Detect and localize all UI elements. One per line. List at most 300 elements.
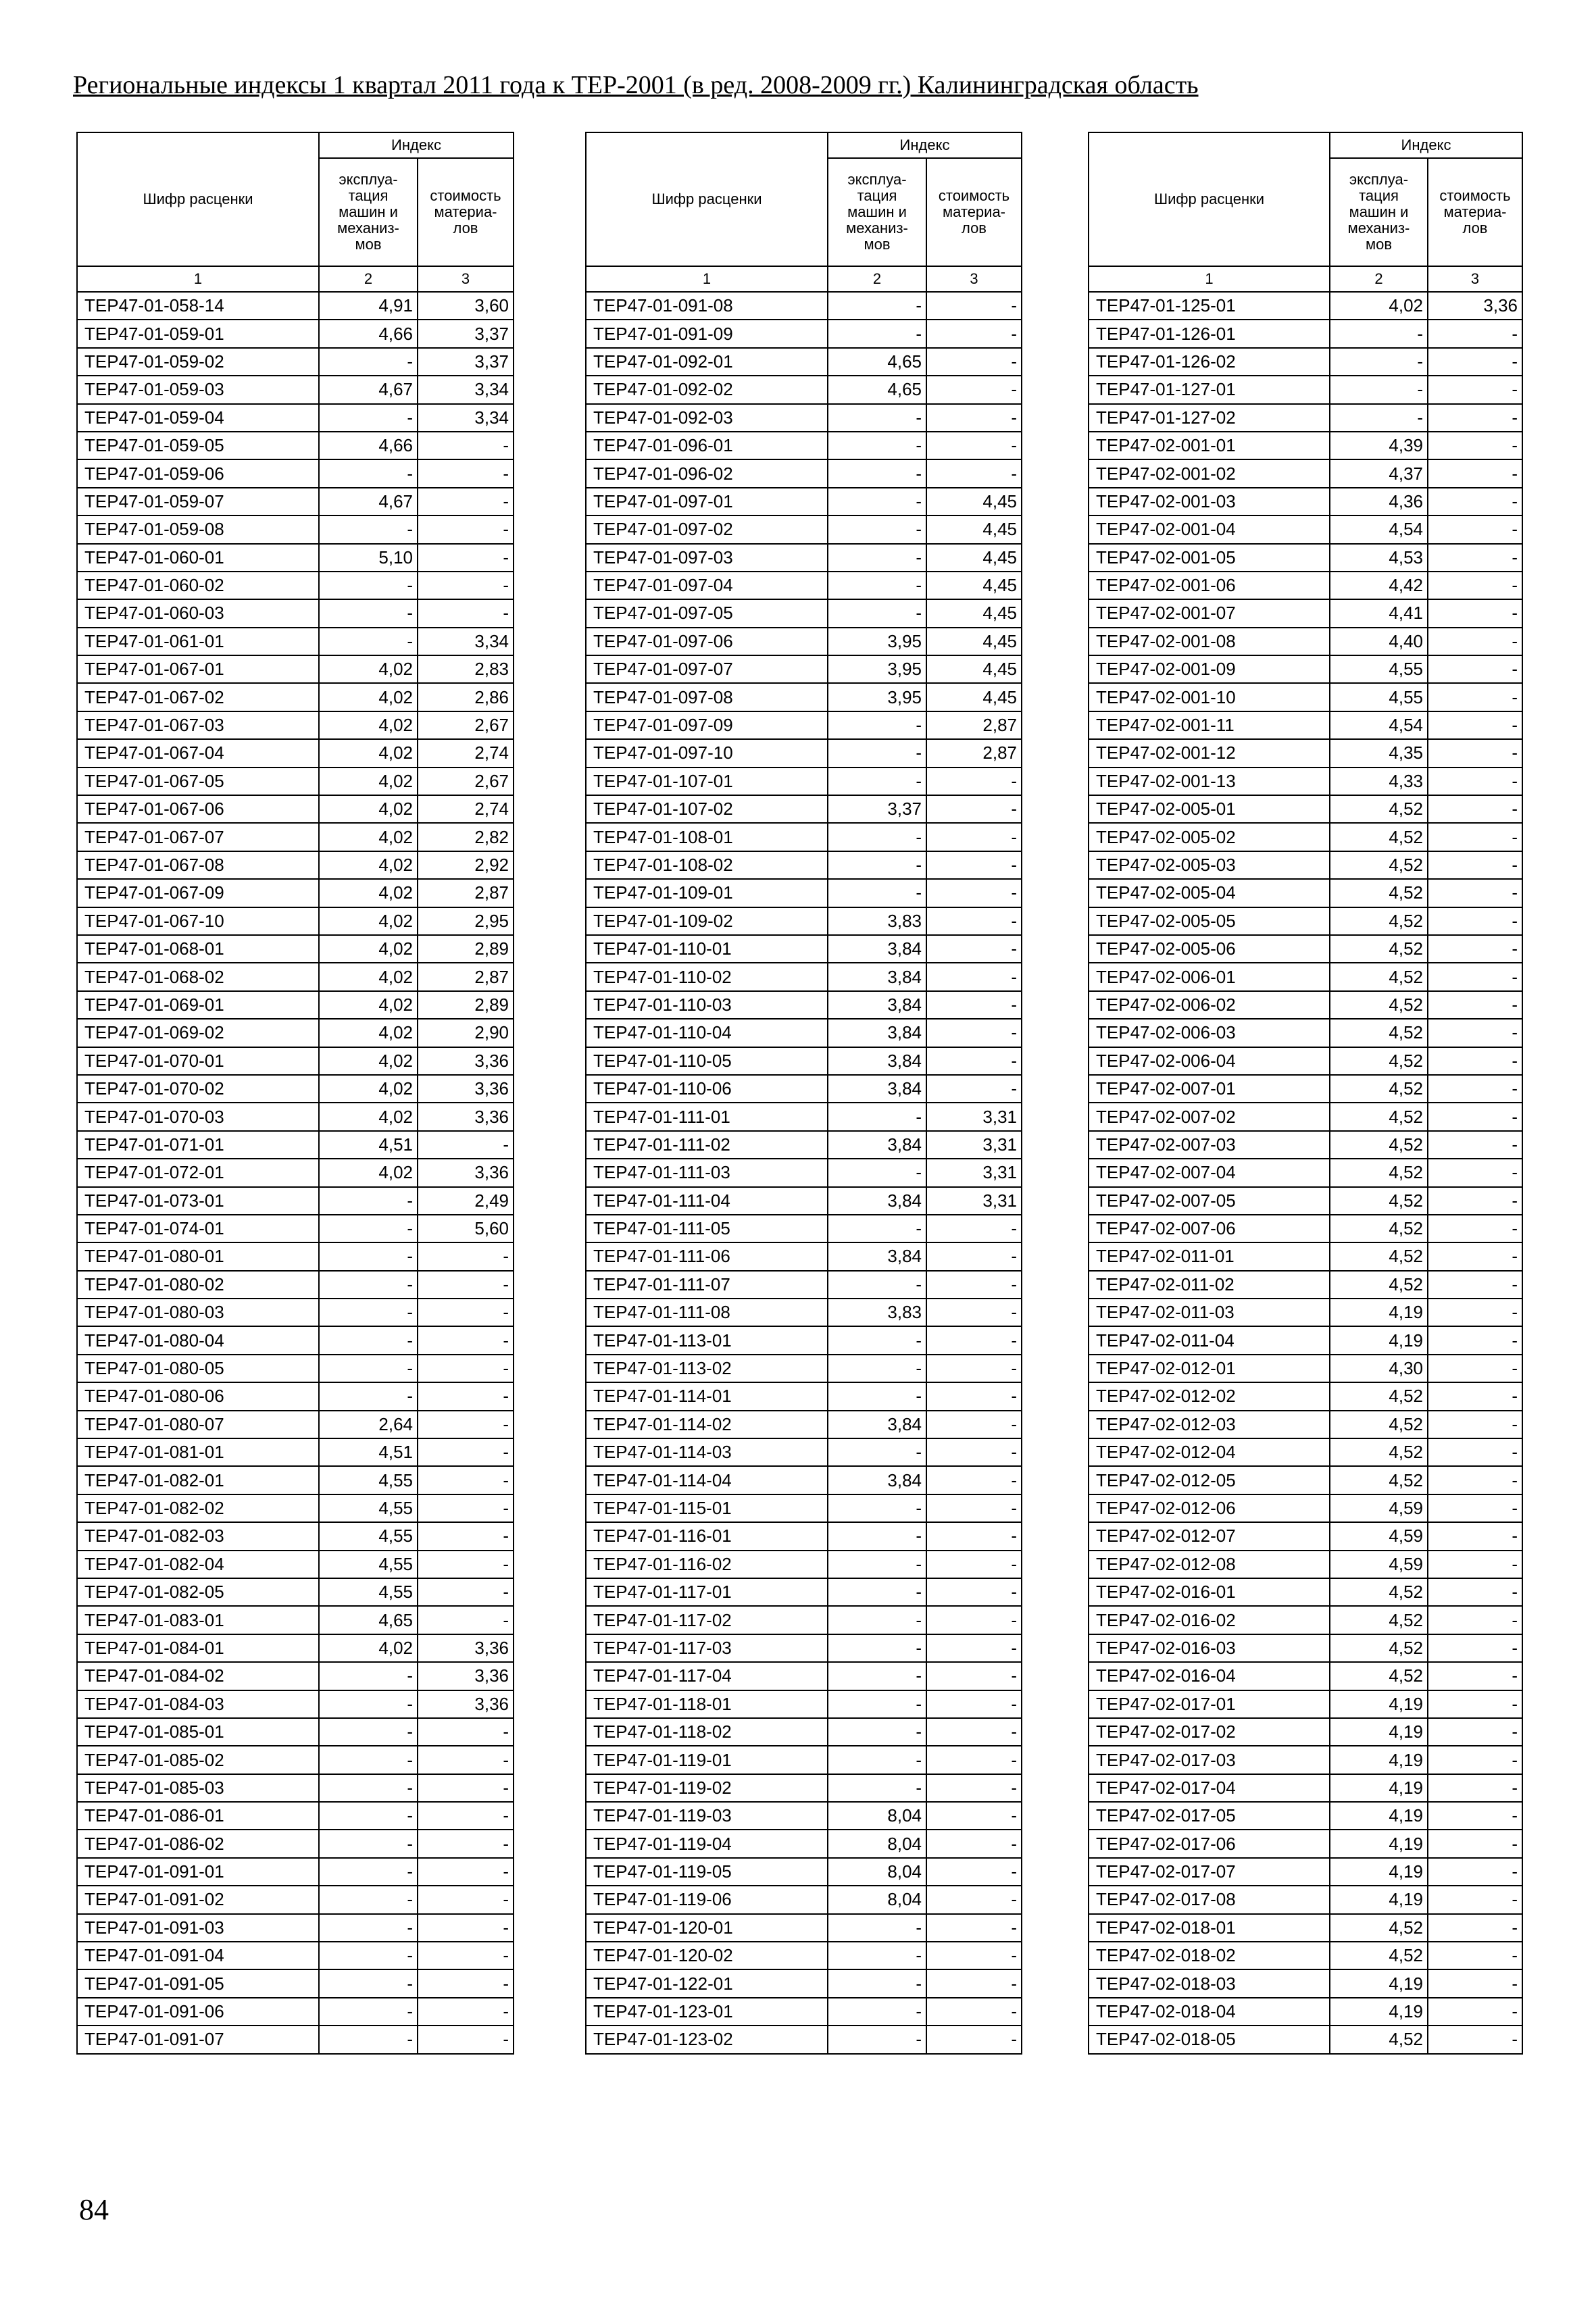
rate-code-cell: ТЕР47-02-001-06: [1089, 572, 1330, 599]
rate-code-cell: ТЕР47-02-018-05: [1089, 2026, 1330, 2053]
rate-code-cell: ТЕР47-01-119-01: [586, 1746, 828, 1774]
materials-index-cell: -: [926, 1047, 1022, 1075]
materials-index-cell: -: [1428, 1718, 1522, 1746]
table-row: [1089, 739, 1522, 767]
machines-index-cell: 4,19: [1330, 1299, 1428, 1326]
machines-index-cell: 4,19: [1330, 1886, 1428, 1913]
rate-code-cell: ТЕР47-02-006-04: [1089, 1047, 1330, 1075]
materials-index-cell: -: [926, 1690, 1022, 1718]
materials-index-cell: -: [1428, 1858, 1522, 1886]
table-row: [1089, 1914, 1522, 1942]
table-row: [77, 1299, 514, 1326]
table-row: [1089, 1969, 1522, 1997]
machines-index-cell: 4,52: [1330, 1159, 1428, 1186]
rate-code-cell: ТЕР47-01-091-06: [77, 1998, 319, 2026]
materials-index-cell: 4,45: [926, 683, 1022, 711]
materials-index-cell: -: [1428, 739, 1522, 767]
table-row: [586, 2026, 1022, 2053]
table-row: [77, 935, 514, 963]
machines-index-cell: 4,52: [1330, 879, 1428, 907]
table-row: [586, 320, 1022, 347]
rate-code-cell: ТЕР47-01-117-04: [586, 1662, 828, 1690]
machines-index-cell: 4,02: [319, 1634, 418, 1662]
materials-index-cell: 4,45: [926, 655, 1022, 683]
materials-index-cell: -: [1428, 1494, 1522, 1522]
rate-code-cell: ТЕР47-02-001-13: [1089, 768, 1330, 795]
materials-index-cell: -: [926, 1606, 1022, 1634]
table-row: [586, 1634, 1022, 1662]
materials-index-cell: -: [926, 1774, 1022, 1802]
rate-code-cell: ТЕР47-01-067-09: [77, 879, 319, 907]
materials-index-cell: -: [926, 1634, 1022, 1662]
table-row: [586, 1551, 1022, 1578]
table-row: [1089, 599, 1522, 627]
materials-index-cell: -: [1428, 1187, 1522, 1215]
rate-code-cell: ТЕР47-02-005-01: [1089, 795, 1330, 823]
materials-index-cell: -: [926, 1382, 1022, 1410]
materials-index-cell: -: [1428, 1942, 1522, 1969]
rate-code-cell: ТЕР47-02-005-05: [1089, 907, 1330, 935]
machines-index-cell: 4,19: [1330, 1690, 1428, 1718]
materials-index-cell: -: [418, 572, 514, 599]
materials-index-cell: -: [926, 1662, 1022, 1690]
table-row: [586, 683, 1022, 711]
machines-index-cell: 4,52: [1330, 907, 1428, 935]
table-row: [77, 1746, 514, 1774]
table-row: [1089, 683, 1522, 711]
materials-index-cell: -: [1428, 1606, 1522, 1634]
rate-code-cell: ТЕР47-02-001-03: [1089, 488, 1330, 515]
rate-code-cell: ТЕР47-01-085-01: [77, 1718, 319, 1746]
table-row: [77, 1802, 514, 1830]
machines-index-cell: -: [828, 320, 926, 347]
table-row: [77, 1215, 514, 1242]
rate-code-cell: ТЕР47-02-001-10: [1089, 683, 1330, 711]
materials-index-cell: 3,36: [418, 1662, 514, 1690]
materials-index-cell: 4,45: [926, 628, 1022, 655]
rate-code-cell: ТЕР47-01-111-02: [586, 1131, 828, 1159]
materials-index-cell: 4,45: [926, 599, 1022, 627]
machines-index-cell: 8,04: [828, 1886, 926, 1913]
materials-index-cell: -: [418, 1830, 514, 1857]
materials-index-cell: 2,49: [418, 1187, 514, 1215]
machines-index-cell: 4,65: [828, 376, 926, 403]
table-row: [586, 711, 1022, 739]
materials-index-cell: -: [1428, 1326, 1522, 1354]
table-row: [1089, 1662, 1522, 1690]
table-row: [1089, 1718, 1522, 1746]
machines-index-cell: -: [828, 1606, 926, 1634]
materials-index-cell: -: [1428, 1131, 1522, 1159]
table-row: [586, 1159, 1022, 1186]
table-row: [1089, 1159, 1522, 1186]
rate-code-cell: ТЕР47-01-080-07: [77, 1411, 319, 1438]
rate-code-cell: ТЕР47-01-110-03: [586, 991, 828, 1019]
rate-code-cell: ТЕР47-01-080-06: [77, 1382, 319, 1410]
table-row: [586, 1942, 1022, 1969]
table-row: [586, 1103, 1022, 1130]
table-row: [1089, 544, 1522, 572]
materials-index-cell: -: [1428, 1690, 1522, 1718]
table-row: [1089, 1382, 1522, 1410]
rate-code-cell: ТЕР47-01-068-01: [77, 935, 319, 963]
rate-code-cell: ТЕР47-01-070-02: [77, 1075, 319, 1103]
materials-index-cell: -: [418, 1522, 514, 1550]
materials-index-cell: 3,60: [418, 292, 514, 320]
materials-index-cell: -: [1428, 711, 1522, 739]
machines-column-header: эксплуа- тация машин и механиз- мов: [319, 158, 418, 266]
machines-index-cell: -: [1330, 348, 1428, 376]
rate-code-cell: ТЕР47-02-018-02: [1089, 1942, 1330, 1969]
materials-index-cell: -: [1428, 628, 1522, 655]
table-row: [77, 432, 514, 459]
materials-index-cell: -: [1428, 1662, 1522, 1690]
materials-index-cell: -: [418, 1886, 514, 1913]
machines-index-cell: 3,84: [828, 1411, 926, 1438]
table-row: [1089, 376, 1522, 403]
rate-code-cell: ТЕР47-02-001-07: [1089, 599, 1330, 627]
index-table-3: [1088, 132, 1523, 2055]
rate-code-cell: ТЕР47-02-017-06: [1089, 1830, 1330, 1857]
machines-index-cell: 4,39: [1330, 432, 1428, 459]
rate-code-cell: ТЕР47-02-001-12: [1089, 739, 1330, 767]
materials-index-cell: -: [926, 1019, 1022, 1047]
table-row: [586, 1886, 1022, 1913]
table-row: [586, 1718, 1022, 1746]
materials-index-cell: -: [1428, 1047, 1522, 1075]
machines-index-cell: 3,84: [828, 1047, 926, 1075]
materials-index-cell: -: [418, 515, 514, 543]
machines-index-cell: 4,65: [319, 1606, 418, 1634]
materials-index-cell: -: [1428, 1914, 1522, 1942]
materials-index-cell: -: [926, 1242, 1022, 1270]
machines-index-cell: 4,19: [1330, 1774, 1428, 1802]
table-row: [1089, 515, 1522, 543]
machines-index-cell: -: [828, 544, 926, 572]
rate-code-cell: ТЕР47-01-119-06: [586, 1886, 828, 1913]
materials-index-cell: -: [926, 1494, 1022, 1522]
rate-code-cell: ТЕР47-02-018-04: [1089, 1998, 1330, 2026]
materials-index-cell: -: [1428, 1774, 1522, 1802]
machines-index-cell: 3,95: [828, 683, 926, 711]
machines-index-cell: 4,02: [319, 1159, 418, 1186]
machines-index-cell: 4,02: [319, 879, 418, 907]
materials-index-cell: 2,86: [418, 683, 514, 711]
table-row: [586, 1914, 1022, 1942]
materials-index-cell: -: [1428, 1215, 1522, 1242]
rate-code-cell: ТЕР47-02-017-07: [1089, 1858, 1330, 1886]
materials-index-cell: 2,89: [418, 991, 514, 1019]
table-row: [77, 1914, 514, 1942]
machines-index-cell: -: [1330, 320, 1428, 347]
rate-code-cell: ТЕР47-01-113-02: [586, 1355, 828, 1382]
table-row: [77, 963, 514, 990]
materials-index-cell: -: [926, 1746, 1022, 1774]
materials-index-cell: 5,60: [418, 1215, 514, 1242]
machines-index-cell: -: [828, 1382, 926, 1410]
rate-code-cell: ТЕР47-01-123-01: [586, 1998, 828, 2026]
machines-index-cell: 4,40: [1330, 628, 1428, 655]
table-row: [1089, 1215, 1522, 1242]
machines-index-cell: -: [319, 1802, 418, 1830]
materials-index-cell: -: [926, 1075, 1022, 1103]
table-row: [77, 572, 514, 599]
rate-code-cell: ТЕР47-01-110-04: [586, 1019, 828, 1047]
rate-code-cell: ТЕР47-02-007-06: [1089, 1215, 1330, 1242]
machines-index-cell: -: [828, 1355, 926, 1382]
rate-code-cell: ТЕР47-01-069-01: [77, 991, 319, 1019]
rate-code-cell: ТЕР47-01-111-08: [586, 1299, 828, 1326]
rate-code-cell: ТЕР47-01-097-07: [586, 655, 828, 683]
materials-index-cell: -: [418, 1466, 514, 1494]
machines-index-cell: -: [828, 292, 926, 320]
machines-index-cell: 4,52: [1330, 935, 1428, 963]
materials-index-cell: 3,36: [418, 1103, 514, 1130]
table-row: [77, 1522, 514, 1550]
materials-index-cell: -: [926, 1858, 1022, 1886]
index-group-header: Индекс: [1330, 132, 1522, 158]
materials-index-cell: -: [418, 1551, 514, 1578]
machines-index-cell: -: [828, 572, 926, 599]
materials-index-cell: -: [1428, 1382, 1522, 1410]
rate-code-cell: ТЕР47-02-017-04: [1089, 1774, 1330, 1802]
rate-code-cell: ТЕР47-01-086-02: [77, 1830, 319, 1857]
rate-code-cell: ТЕР47-02-017-02: [1089, 1718, 1330, 1746]
rate-code-cell: ТЕР47-02-016-01: [1089, 1578, 1330, 1606]
table-row: [586, 572, 1022, 599]
machines-index-cell: 4,55: [319, 1494, 418, 1522]
materials-index-cell: 3,36: [418, 1690, 514, 1718]
machines-index-cell: 4,52: [1330, 1634, 1428, 1662]
machines-index-cell: 4,19: [1330, 1858, 1428, 1886]
table-row: [586, 1802, 1022, 1830]
rate-code-cell: ТЕР47-02-017-08: [1089, 1886, 1330, 1913]
table-row: [586, 1299, 1022, 1326]
table-row: [586, 1382, 1022, 1410]
column-number-1: 1: [586, 266, 828, 292]
table-row: [586, 991, 1022, 1019]
materials-index-cell: -: [1428, 376, 1522, 403]
rate-code-cell: ТЕР47-01-097-05: [586, 599, 828, 627]
materials-index-cell: -: [418, 1998, 514, 2026]
table-row: [1089, 404, 1522, 432]
materials-index-cell: -: [1428, 348, 1522, 376]
machines-column-header: эксплуа- тация машин и механиз- мов: [1330, 158, 1428, 266]
table-row: [77, 1242, 514, 1270]
machines-index-cell: -: [828, 1969, 926, 1997]
table-row: [586, 515, 1022, 543]
materials-index-cell: -: [926, 2026, 1022, 2053]
materials-index-cell: -: [926, 1411, 1022, 1438]
rate-code-cell: ТЕР47-01-118-02: [586, 1718, 828, 1746]
materials-index-cell: -: [1428, 879, 1522, 907]
table-row: [77, 1718, 514, 1746]
materials-index-cell: -: [418, 1326, 514, 1354]
rate-code-cell: ТЕР47-01-125-01: [1089, 292, 1330, 320]
rate-code-cell: ТЕР47-02-012-02: [1089, 1382, 1330, 1410]
materials-index-cell: -: [926, 963, 1022, 990]
rate-code-cell: ТЕР47-01-096-02: [586, 459, 828, 487]
rate-code-cell: ТЕР47-02-007-04: [1089, 1159, 1330, 1186]
materials-index-cell: -: [926, 823, 1022, 851]
rate-code-cell: ТЕР47-01-067-06: [77, 795, 319, 823]
rate-code-cell: ТЕР47-01-111-01: [586, 1103, 828, 1130]
machines-index-cell: -: [319, 1914, 418, 1942]
rate-code-cell: ТЕР47-01-067-03: [77, 711, 319, 739]
rate-code-cell: ТЕР47-01-120-02: [586, 1942, 828, 1969]
table-row: [586, 1858, 1022, 1886]
materials-index-cell: -: [418, 1411, 514, 1438]
table-row: [77, 1634, 514, 1662]
materials-index-cell: 2,90: [418, 1019, 514, 1047]
table-row: [586, 1774, 1022, 1802]
rate-code-cell: ТЕР47-02-016-03: [1089, 1634, 1330, 1662]
machines-index-cell: 4,02: [319, 991, 418, 1019]
machines-index-cell: -: [828, 1271, 926, 1299]
rate-code-cell: ТЕР47-01-059-01: [77, 320, 319, 347]
table-row: [77, 1047, 514, 1075]
machines-index-cell: -: [319, 1215, 418, 1242]
rate-code-cell: ТЕР47-01-082-04: [77, 1551, 319, 1578]
materials-index-cell: -: [1428, 907, 1522, 935]
machines-index-cell: 4,02: [319, 655, 418, 683]
materials-index-cell: -: [418, 459, 514, 487]
rate-code-cell: ТЕР47-01-097-06: [586, 628, 828, 655]
table-row: [1089, 1019, 1522, 1047]
table-row: [1089, 1606, 1522, 1634]
materials-index-cell: -: [926, 991, 1022, 1019]
table-row: [77, 544, 514, 572]
materials-index-cell: -: [926, 1942, 1022, 1969]
table-row: [77, 683, 514, 711]
machines-index-cell: 4,02: [319, 963, 418, 990]
machines-index-cell: 4,52: [1330, 1382, 1428, 1410]
table-row: [1089, 963, 1522, 990]
machines-index-cell: -: [828, 1746, 926, 1774]
rate-code-cell: ТЕР47-02-001-09: [1089, 655, 1330, 683]
machines-index-cell: -: [319, 1355, 418, 1382]
machines-index-cell: -: [828, 459, 926, 487]
table-row: [77, 1774, 514, 1802]
materials-index-cell: -: [926, 1215, 1022, 1242]
table-row: [586, 1522, 1022, 1550]
materials-index-cell: -: [418, 1578, 514, 1606]
machines-index-cell: 4,66: [319, 432, 418, 459]
table-row: [1089, 1634, 1522, 1662]
materials-index-cell: -: [926, 1355, 1022, 1382]
machines-index-cell: 4,67: [319, 488, 418, 515]
machines-index-cell: -: [828, 1494, 926, 1522]
table-row: [77, 768, 514, 795]
materials-index-cell: -: [1428, 1271, 1522, 1299]
table-row: [1089, 1438, 1522, 1466]
rate-code-cell: ТЕР47-01-080-05: [77, 1355, 319, 1382]
machines-index-cell: -: [828, 1578, 926, 1606]
machines-index-cell: -: [319, 1830, 418, 1857]
table-row: [586, 432, 1022, 459]
rate-code-cell: ТЕР47-01-059-05: [77, 432, 319, 459]
table-row: [77, 1662, 514, 1690]
materials-index-cell: 3,36: [418, 1075, 514, 1103]
materials-index-cell: -: [926, 935, 1022, 963]
table-row: [1089, 1131, 1522, 1159]
rate-code-cell: ТЕР47-01-096-01: [586, 432, 828, 459]
rate-code-cell: ТЕР47-02-001-02: [1089, 459, 1330, 487]
materials-index-cell: -: [926, 1914, 1022, 1942]
materials-column-header: стоимость материа- лов: [418, 158, 514, 266]
table-row: [1089, 1355, 1522, 1382]
rate-code-cell: ТЕР47-01-082-03: [77, 1522, 319, 1550]
rate-code-cell: ТЕР47-02-007-03: [1089, 1131, 1330, 1159]
machines-index-cell: 4,52: [1330, 1942, 1428, 1969]
materials-index-cell: 2,83: [418, 655, 514, 683]
rate-code-cell: ТЕР47-01-070-03: [77, 1103, 319, 1130]
materials-index-cell: -: [418, 1858, 514, 1886]
materials-index-cell: -: [1428, 795, 1522, 823]
materials-index-cell: -: [926, 1830, 1022, 1857]
rate-code-cell: ТЕР47-01-083-01: [77, 1606, 319, 1634]
machines-index-cell: 3,83: [828, 907, 926, 935]
materials-index-cell: 4,45: [926, 515, 1022, 543]
machines-index-cell: 4,51: [319, 1438, 418, 1466]
table-row: [77, 1969, 514, 1997]
table-row: [1089, 1411, 1522, 1438]
machines-index-cell: -: [828, 2026, 926, 2053]
rate-code-cell: ТЕР47-02-012-03: [1089, 1411, 1330, 1438]
table-row: [586, 1969, 1022, 1997]
materials-index-cell: -: [926, 376, 1022, 403]
rate-code-cell: ТЕР47-01-108-02: [586, 851, 828, 879]
materials-index-cell: -: [1428, 432, 1522, 459]
table-row: [77, 348, 514, 376]
machines-index-cell: -: [319, 1382, 418, 1410]
machines-index-cell: 3,95: [828, 655, 926, 683]
rate-code-cell: ТЕР47-01-097-08: [586, 683, 828, 711]
machines-index-cell: 4,02: [1330, 292, 1428, 320]
table-row: [77, 488, 514, 515]
table-row: [586, 907, 1022, 935]
table-row: [1089, 1299, 1522, 1326]
machines-index-cell: 3,84: [828, 935, 926, 963]
table-row: [586, 1271, 1022, 1299]
materials-index-cell: -: [1428, 1578, 1522, 1606]
materials-index-cell: 4,45: [926, 488, 1022, 515]
table-row: [77, 1551, 514, 1578]
rate-code-cell: ТЕР47-01-119-03: [586, 1802, 828, 1830]
materials-index-cell: -: [418, 1271, 514, 1299]
materials-index-cell: -: [418, 1746, 514, 1774]
machines-index-cell: 4,19: [1330, 1802, 1428, 1830]
table-row: [77, 1187, 514, 1215]
machines-index-cell: 4,35: [1330, 739, 1428, 767]
materials-index-cell: 3,37: [418, 320, 514, 347]
table-row: [586, 1242, 1022, 1270]
table-row: [586, 1998, 1022, 2026]
table-row: [586, 1326, 1022, 1354]
rate-code-cell: ТЕР47-01-085-03: [77, 1774, 319, 1802]
machines-index-cell: 4,42: [1330, 572, 1428, 599]
rate-code-cell: ТЕР47-01-111-07: [586, 1271, 828, 1299]
table-row: [1089, 628, 1522, 655]
rate-code-cell: ТЕР47-02-005-03: [1089, 851, 1330, 879]
rate-code-cell: ТЕР47-01-091-05: [77, 1969, 319, 1997]
materials-index-cell: 3,31: [926, 1131, 1022, 1159]
rate-code-cell: ТЕР47-01-059-06: [77, 459, 319, 487]
table-row: [586, 963, 1022, 990]
table-row: [586, 628, 1022, 655]
materials-index-cell: -: [926, 1522, 1022, 1550]
table-row: [1089, 1802, 1522, 1830]
